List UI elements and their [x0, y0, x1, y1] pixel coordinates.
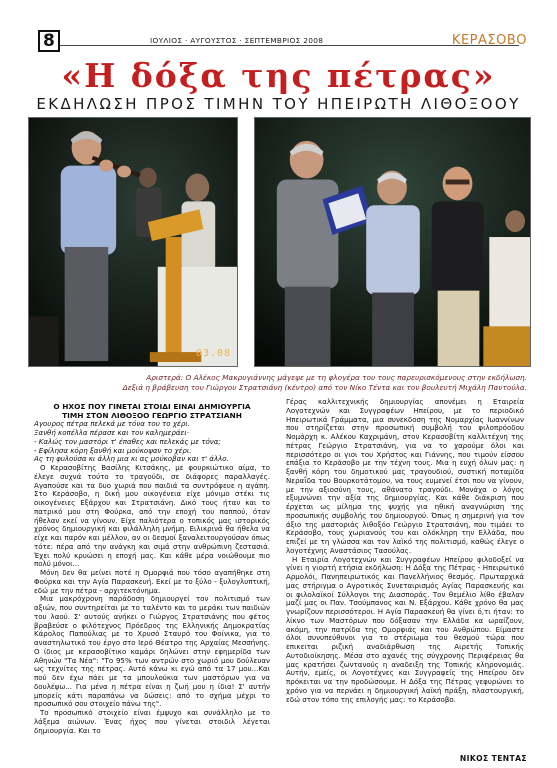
body-paragraph: Το προσωπικό στοιχείο είναι έμψυχο και συνάλληλο με το λάξεμα αιώνων. Ένας ήχος που γίνεται στοιδιλ λέγεται δημιουργία. Και το: [34, 708, 270, 735]
caption-line-1: Αριστερά: Ο Αλέκος Μακρυγιάννης μάγεψε με τη φλογέρα του τους παρευρισκόμενους στην εκδήλωση.: [146, 373, 527, 382]
photo-caption: [40, 373, 527, 392]
body-paragraph: Ο Κερασοβίτης Βασίλης Κιτσάκης, με φουρκιώτικο αίμα, το έλεγε συχνά τούτο το τραγούδι, σε διάφορες παραλλαγές. Αγαπούσε και τα δυο χωριά που παιδιά τα συντρόφευε η αγάπη. Στο Κεράσοβο, η δική μου οικογένεια είχε μόνιμο στέκι τις οικογένειες Εξάρχου και Στρατσιάνη. Δικό τους ήταν και το πατρικό μου στη Φούρκα, από την εποχή του παππού, όταν ήθελαν εκεί να γίνουν. Είχε παλιότερα ο τοπικός μας ιστορικός χρόνος δημιουργική και φιλάλληλη μνήμη. Ειλικρινά θα ήθελα να είχε και παρόν και μέλλον, αν οι δεσμοί ξαναλειτουργούσαν όπως τότε: πέρα από την ανάγκη και σιμά στην ανθρώπινη ζεστασιά. Έχει πολύ κρυώσει η εποχή μας. Και κάθε μέρα νοιώθουμε πιο πολύ μόνοι...: [34, 463, 270, 569]
author-signature: ΝΙΚΟΣ ΤΕΝΤΑΣ: [459, 754, 527, 763]
photo-award-ceremony: [254, 117, 531, 367]
photo-flute-player: [28, 117, 238, 367]
newspaper-name: ΚΕΡΑΣΟΒΟ: [451, 33, 527, 48]
poem-line: Αγουρος πέτρα πελεκά με τόνα του το χέρι.: [34, 419, 190, 429]
section-title-2: ΤΙΜΗ ΣΤΟΝ ΛΙΘΟΞΟΟ ΓΕΩΡΓΙΟ ΣΤΡΑΤΣΙΑΝΗ: [62, 411, 242, 421]
photo-award-ceremony-image: [255, 118, 530, 366]
issue-date: ΙΟΥΛΙΟΣ · ΑΥΓΟΥΣΤΟΣ · ΣΕΠΤΕΜΒΡΙΟΣ 2008: [150, 36, 324, 45]
poem-line: Ξανθή κοπέλλα πέρασε και τον καλημεράει·: [34, 428, 189, 438]
article-headline: «Η δόξα της πέτρας»: [61, 56, 496, 95]
body-paragraph: Γέρας καλλιτεχνικής δημιουργίας απονέμει η Εταιρεία Λογοτεχνών και Συγγραφέων Ηπείρου, με το περιοδικό Ηπειρωτικά Γράμματα, μια συνεκδοση της Νομαρχίας Ιωαννίνων που στηρίζεται στην προσωπική συμβολή του φιλοπρόοδου Νομάρχη κ. Αλέκου Καχριμάνη, στον Κερασοβίτη καλλιτέχνη της πέτρας Γεώργιο Στρατσιάνη, για να το χαρούμε όλοι και περισσότερο οι γιοι του Χρήστος και Γιάννης, που τιμούν είσσου επάξια το Κεράσοβο με την τέχνη τους. Μια η ευχή όλων μας: η ξανθή κόρη του δημοτικού μας τραγουδιού, συστική ποταμίδα Νεραΐδα του Βουρκοτάτομου, να τους ευμενεί έτσι που να γίνουν, με την αξιοσύνη τους, αθάνατο τραγούδι. Μονάχα ο λόγος εξυμνώνει την αξία της δημιουργίας. Και κάθε διάκριση που έρχεται ως μίλημα της ψυχής για ηθική αναγνώριση της προσωπικής συμβολής του δημιουργού. Όπως η σημερινή για τον άξιο της μαστοριάς λιθοξόο Γεώργιο Στρατσιάνη, που τιμάει το Κεράσοβο, τους χωριανούς του και ολόκληρη την Ελλάδα, που επιζεί με τη γλώσσα και τον λαϊκό της πολιτισμό, καθώς έλεγε ο λογοτέχνης Αναστάσιος Τασούλας.: [286, 397, 524, 555]
poem-line: - Εφίλησα κόρη ξανθή και μούκοψαν το χέρι.: [34, 445, 192, 455]
caption-line-2: Δεξιά η βράβευση του Γιώργου Στρατσιάνη (κέντρο) από τον Νίκο Τέντα και τον βουλευτή Μιχάλη Παντούλα.: [122, 382, 527, 392]
right-column: [286, 398, 524, 704]
section-title-1: Ο ΗΧΟΣ ΠΟΥ ΓΙΝΕΤΑΙ ΣΤΟΙΔΙ ΕΙΝΑΙ ΔΗΜΙΟΥΡΓΙΑ: [53, 402, 251, 411]
page-number: 8: [38, 30, 60, 52]
left-column: [34, 402, 270, 735]
article-subheadline: ΕΚΔΗΛΩΣΗ ΠΡΟΣ ΤΙΜΗΝ ΤΟΥ ΗΠΕΙΡΩΤΗ ΛΙΘΟΞΟΟΥ: [36, 95, 521, 113]
body-paragraph: Η Εταιρία Λογοτεχνών και Συγγραφέων Ηπείρου φιλοδοξεί να γίνει η γιορτή ετήσια εκδήλωση: Η Δόξα της Πέτρας - Ηπειρωτικό Αρμολόι, Πανηπειρωτικός και Πανελλήνιος θεσμός. Πρωταρχικά μας στήριγμα ο Αγροτικός Συνεταιρισμός Αγίας Παρασκευής και οι φιλολαϊκοί Σύλλογοι της Διασποράς. Τον θεμέλιο λίθο έβαλαν μαζί μας οι Παν. Τσούμπανος και Ν. Εξάρχου. Κάθε χρόνο θα μας γνωρίζουν περισσότεροι. Η Αγία Παρασκευή θα γίνει ό,τι ήταν: το λίκνο των Μαστόρων που δόξασαν την Ελλάδα κα ωραίζουν, ακόμη, την πατρίδα της Ομορφιάς και του Ανθρώπου. Είμαστε όλοι συνυπεύθυνοι για το στέριωμα του θεσμού τώρα που επικειται ριζική αναδιάρθωση της Αιρετής Τοπικής Αυτοδιοίκησης. Μέσα στο αχανές της σύγχρονης Περιφέρειας θα μας κρατήσει ζωντανούς η αναδειξη της Τοπικής κληρονομιάς. Αυτήν, εμείς, οι Λογοτέχνες και Συγγραφείς της Ηπείρου δεν πρόκειται να την προδώσουμε. Η Δόξα της Πέτρας γεφυρώνει το χρόνο για να περνάει η δημιουργική λαϊκή πράξη, πλαστουργική, εδώ στον τόπο της επιλογής μας: το Κεράσοβο.: [286, 554, 524, 704]
header-rule: [60, 45, 519, 46]
body-paragraph: Μόνη δεν θα μείνει ποτέ η Ομορφιά που τόσο αγαπήθηκε στη Φούρκα και την Αγία Παρασκευή. Εκεί με το ξύλο - ξυλογλυπτική, εδώ με την πέτρα - αρχιτεκτόνημα.: [34, 568, 270, 595]
poem-line: - Καλώς τον μαστόρι τ' έπαθες και πελεκάς με τόνα;: [34, 436, 221, 446]
poem-line: Ας τη φυλούσα κι άλλη μια κι ας μούκοβαν και τ' άλλο.: [34, 454, 229, 464]
photo-date-stamp: 03.08: [195, 348, 231, 359]
body-paragraph: Μια μακρόχρονη παράδοση δημιουργεί τον πολιτισμό των αξιών, που συντηρείται με το ταλέντο και το μεράκι των παιδιών του λαού. Σ' αυτούς ανήκει ο Γιώργος Στρατσιάνης που φέτος βραβεύσε ο φιλότεχνος Πρόεδρος της Ελληνικής Δημοκρατίας Κάρολος Παπούλιας με το Χρυσό Σταυρό του Φοίνικα, για το αναστηλωτικό του έργο στο Ιερό Θέατρο της Αρχαίας Μεσσήνης. Ο ίδιος με κερασοβίτικο καμάρι δηλώνει στην εφημερίδα των Αθηνών "Τα Νέα": "Το 95% των αντρών στο χωριό μου δούλευαν ως τεχνίτες της πέτρας. Αυτό κάνω κι εγώ από τα 17 μου...Και πού δεν έχω πάει με τα μπουλούκια των μαστόρων για να δουλέψω... Για μένα η πέτρα είναι η ζωή μου η ίδια! Σ' αυτήν μπορείς κάτι παραπάνω να δώσεις: από το σχήμα μέχρι το προσωπικό σου στοιχείο πάνω της".: [34, 594, 270, 709]
photo-flute-player-image: [29, 118, 237, 366]
page-number-box: [38, 30, 60, 52]
